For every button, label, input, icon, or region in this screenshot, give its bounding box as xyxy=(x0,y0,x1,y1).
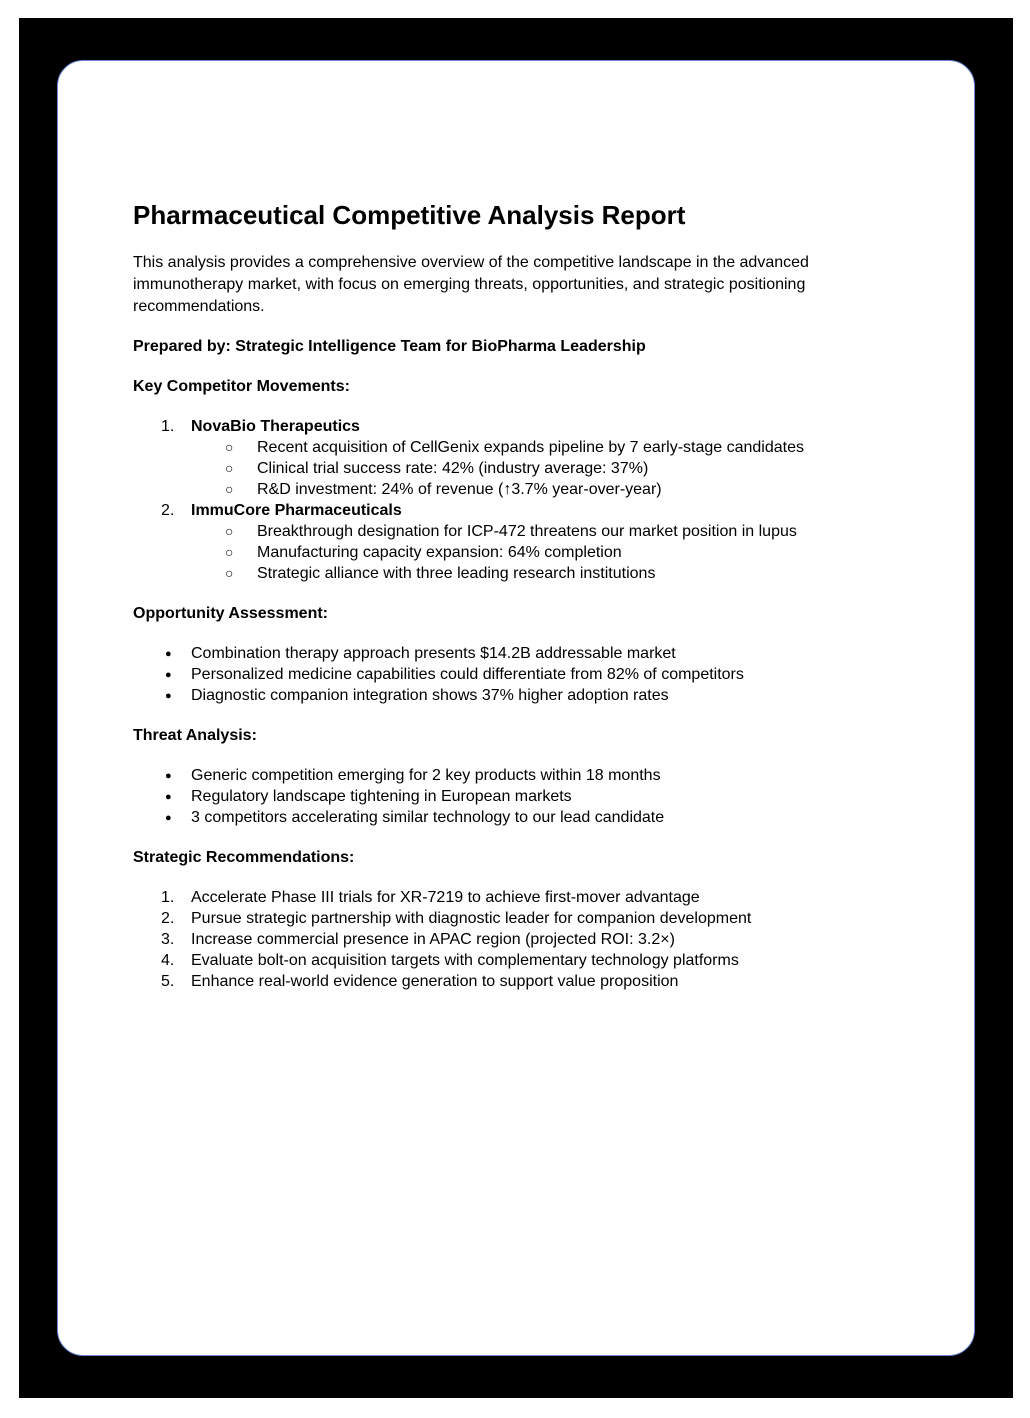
list-item-sub xyxy=(133,437,900,458)
competitor-name: ImmuCore Pharmaceuticals xyxy=(191,502,402,519)
list-number: 4. xyxy=(161,952,175,969)
list-item-recommendation xyxy=(133,908,900,929)
black-backdrop xyxy=(19,18,1013,1398)
list-item-threat xyxy=(133,807,900,828)
key-competitors-list xyxy=(133,416,900,584)
bullet-text: Personalized medicine capabilities could differentiate from 82% of competitors xyxy=(191,666,744,683)
list-item-competitor-1 xyxy=(133,416,900,437)
list-item-sub xyxy=(133,542,900,563)
page-title: Pharmaceutical Competitive Analysis Report xyxy=(133,200,686,230)
list-number: 2. xyxy=(161,910,175,927)
sub-point-text: Clinical trial success rate: 42% (industry average: 37%) xyxy=(257,460,649,477)
intro-paragraph: This analysis provides a comprehensive overview of the competitive landscape in the advanced immunotherapy market, with focus on emerging threats, opportunities, and strategic positioning recommendations. xyxy=(133,254,809,315)
recommendations-list xyxy=(133,887,900,992)
list-item-opportunity xyxy=(133,664,900,685)
disc-bullet-icon: ● xyxy=(165,648,172,660)
circle-bullet-icon: ○ xyxy=(225,460,234,476)
prepared-by-line: Prepared by: Strategic Intelligence Team for BioPharma Leadership xyxy=(133,338,646,355)
circle-bullet-icon: ○ xyxy=(225,523,234,539)
sub-point-text: Manufacturing capacity expansion: 64% completion xyxy=(257,544,622,561)
list-number: 1. xyxy=(161,418,175,435)
list-item-recommendation xyxy=(133,971,900,992)
recommendation-text: Accelerate Phase III trials for XR-7219 to achieve first-mover advantage xyxy=(191,889,700,906)
list-number: 3. xyxy=(161,931,175,948)
circle-bullet-icon: ○ xyxy=(225,481,234,497)
list-item-recommendation xyxy=(133,929,900,950)
disc-bullet-icon: ● xyxy=(165,770,172,782)
disc-bullet-icon: ● xyxy=(165,812,172,824)
sub-point-text: R&D investment: 24% of revenue (↑3.7% year-over-year) xyxy=(257,481,662,498)
list-item-recommendation xyxy=(133,950,900,971)
list-item-sub xyxy=(133,563,900,584)
sub-point-text: Strategic alliance with three leading research institutions xyxy=(257,565,656,582)
circle-bullet-icon: ○ xyxy=(225,439,234,455)
section-heading-recommendations: Strategic Recommendations: xyxy=(133,849,355,866)
opportunity-list xyxy=(133,643,900,706)
bullet-text: Generic competition emerging for 2 key products within 18 months xyxy=(191,767,661,784)
list-item-competitor-2 xyxy=(133,500,900,521)
section-heading-key-competitors: Key Competitor Movements: xyxy=(133,378,350,395)
list-item-opportunity xyxy=(133,685,900,706)
list-item-opportunity xyxy=(133,643,900,664)
list-item-sub xyxy=(133,458,900,479)
document-content xyxy=(58,61,974,992)
list-item-recommendation xyxy=(133,887,900,908)
recommendation-text: Evaluate bolt-on acquisition targets with complementary technology platforms xyxy=(191,952,739,969)
list-number: 5. xyxy=(161,973,175,990)
recommendation-text: Pursue strategic partnership with diagnostic leader for companion development xyxy=(191,910,752,927)
circle-bullet-icon: ○ xyxy=(225,544,234,560)
recommendation-text: Increase commercial presence in APAC region (projected ROI: 3.2×) xyxy=(191,931,675,948)
sub-point-text: Breakthrough designation for ICP-472 threatens our market position in lupus xyxy=(257,523,797,540)
section-heading-threats: Threat Analysis: xyxy=(133,727,257,744)
circle-bullet-icon: ○ xyxy=(225,565,234,581)
bullet-text: Diagnostic companion integration shows 37% higher adoption rates xyxy=(191,687,669,704)
bullet-text: Regulatory landscape tightening in European markets xyxy=(191,788,572,805)
list-item-sub xyxy=(133,479,900,500)
disc-bullet-icon: ● xyxy=(165,669,172,681)
list-item-sub xyxy=(133,521,900,542)
bullet-text: 3 competitors accelerating similar technology to our lead candidate xyxy=(191,809,665,826)
bullet-text: Combination therapy approach presents $14.2B addressable market xyxy=(191,645,676,662)
list-number: 1. xyxy=(161,889,175,906)
list-item-threat xyxy=(133,765,900,786)
section-heading-opportunity: Opportunity Assessment: xyxy=(133,605,328,622)
document-page xyxy=(57,60,975,1356)
recommendation-text: Enhance real-world evidence generation to support value proposition xyxy=(191,973,679,990)
disc-bullet-icon: ● xyxy=(165,690,172,702)
sub-point-text: Recent acquisition of CellGenix expands pipeline by 7 early-stage candidates xyxy=(257,439,804,456)
list-item-threat xyxy=(133,786,900,807)
threats-list xyxy=(133,765,900,828)
list-number: 2. xyxy=(161,502,175,519)
competitor-name: NovaBio Therapeutics xyxy=(191,418,360,435)
disc-bullet-icon: ● xyxy=(165,791,172,803)
